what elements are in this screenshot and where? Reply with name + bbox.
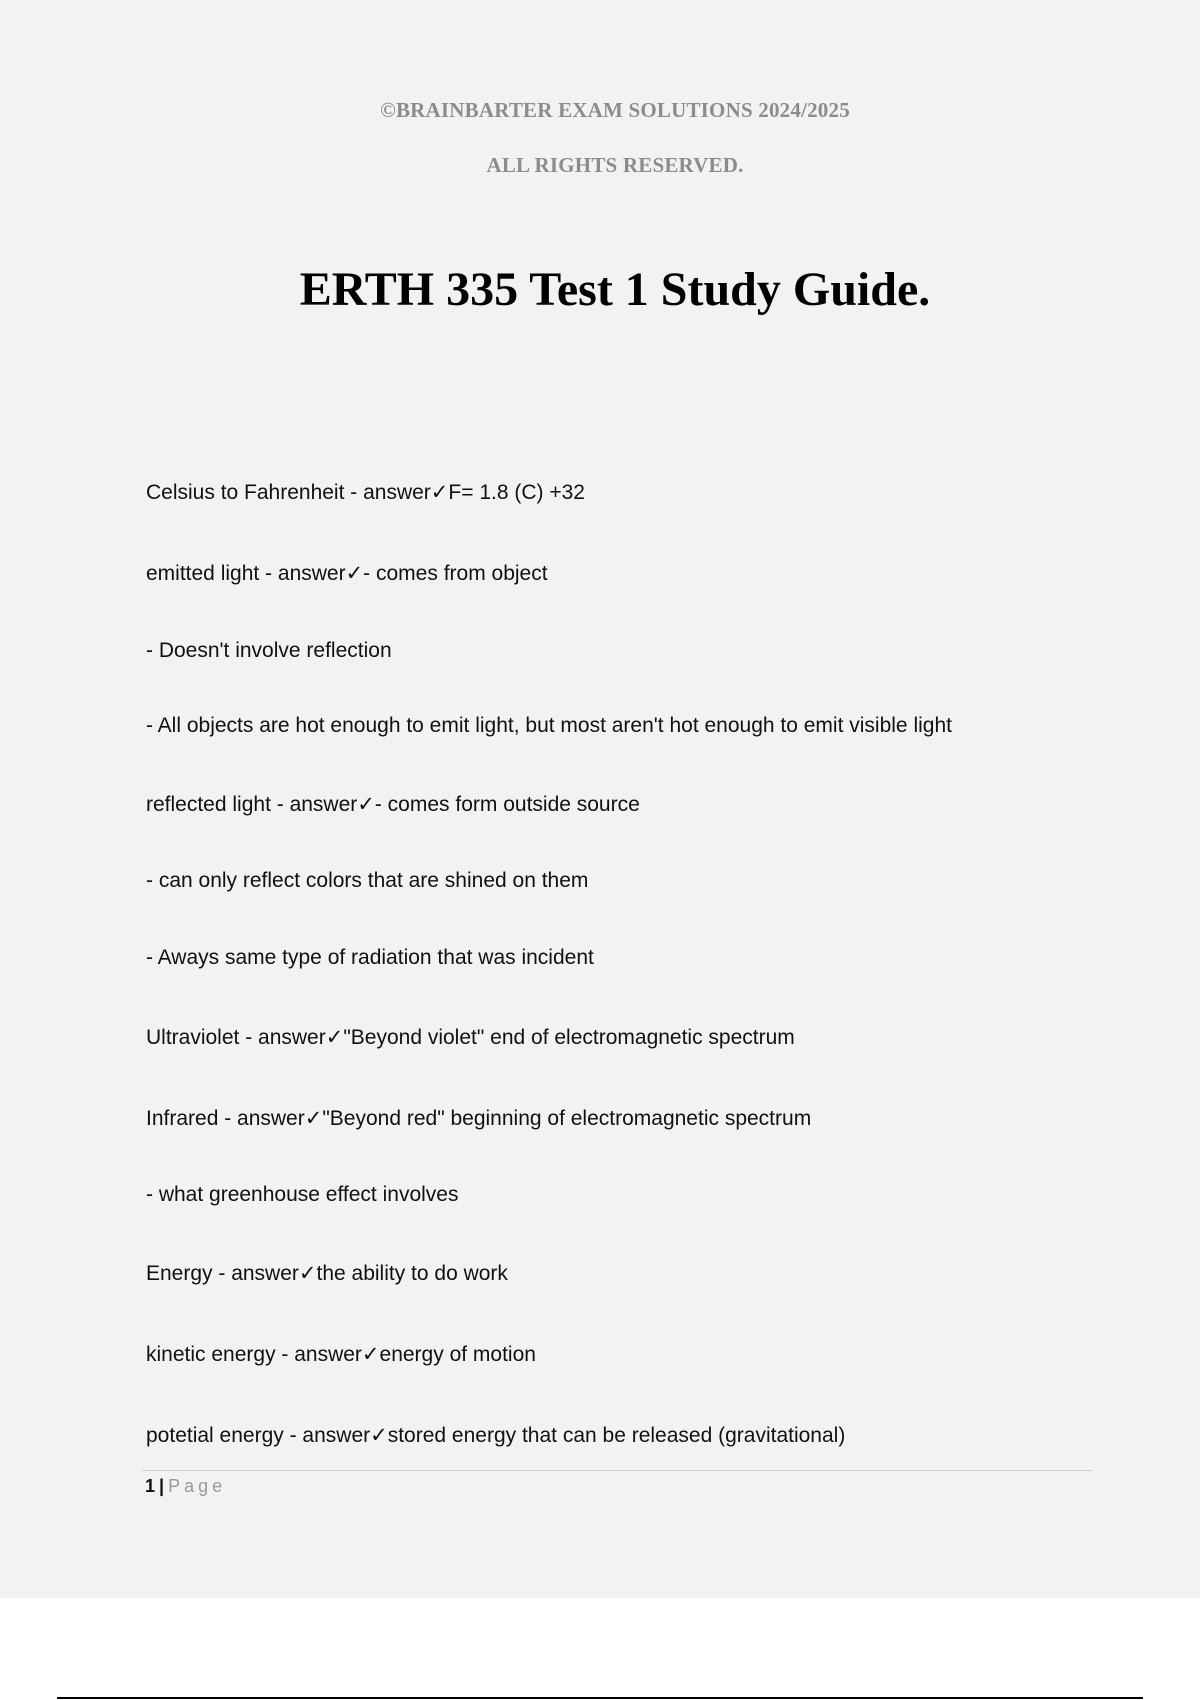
study-entry: - Aways same type of radiation that was incident	[146, 946, 594, 969]
study-entry: Ultraviolet - answer✓"Beyond violet" end of electromagnetic spectrum	[146, 1026, 795, 1049]
study-entry: kinetic energy - answer✓energy of motion	[146, 1343, 536, 1366]
study-entry: - All objects are hot enough to emit light, but most aren't hot enough to emit visible light	[146, 714, 952, 737]
study-entry: Celsius to Fahrenheit - answer✓F= 1.8 (C) +32	[146, 481, 585, 504]
document-title: ERTH 335 Test 1 Study Guide.	[299, 263, 931, 316]
page-label: Page	[168, 1476, 227, 1496]
page-separator: |	[159, 1476, 165, 1496]
study-entry: - can only reflect colors that are shined on them	[146, 869, 589, 892]
footer-divider	[142, 1470, 1092, 1471]
study-entry: Energy - answer✓the ability to do work	[146, 1262, 508, 1285]
next-page-top-rule	[57, 1697, 1143, 1699]
study-entry: reflected light - answer✓- comes form outside source	[146, 793, 640, 816]
rights-notice: ALL RIGHTS RESERVED.	[486, 153, 744, 177]
study-entry: Infrared - answer✓"Beyond red" beginning of electromagnetic spectrum	[146, 1107, 812, 1130]
study-entry: - what greenhouse effect involves	[146, 1183, 459, 1206]
copyright-notice: ©BRAINBARTER EXAM SOLUTIONS 2024/2025	[380, 98, 850, 122]
study-entry: potetial energy - answer✓stored energy that can be released (gravitational)	[146, 1424, 846, 1447]
page-number: 1	[145, 1476, 156, 1496]
page-footer	[145, 1476, 226, 1497]
study-entry: - Doesn't involve reflection	[146, 639, 392, 662]
study-entry: emitted light - answer✓- comes from object	[146, 562, 548, 585]
